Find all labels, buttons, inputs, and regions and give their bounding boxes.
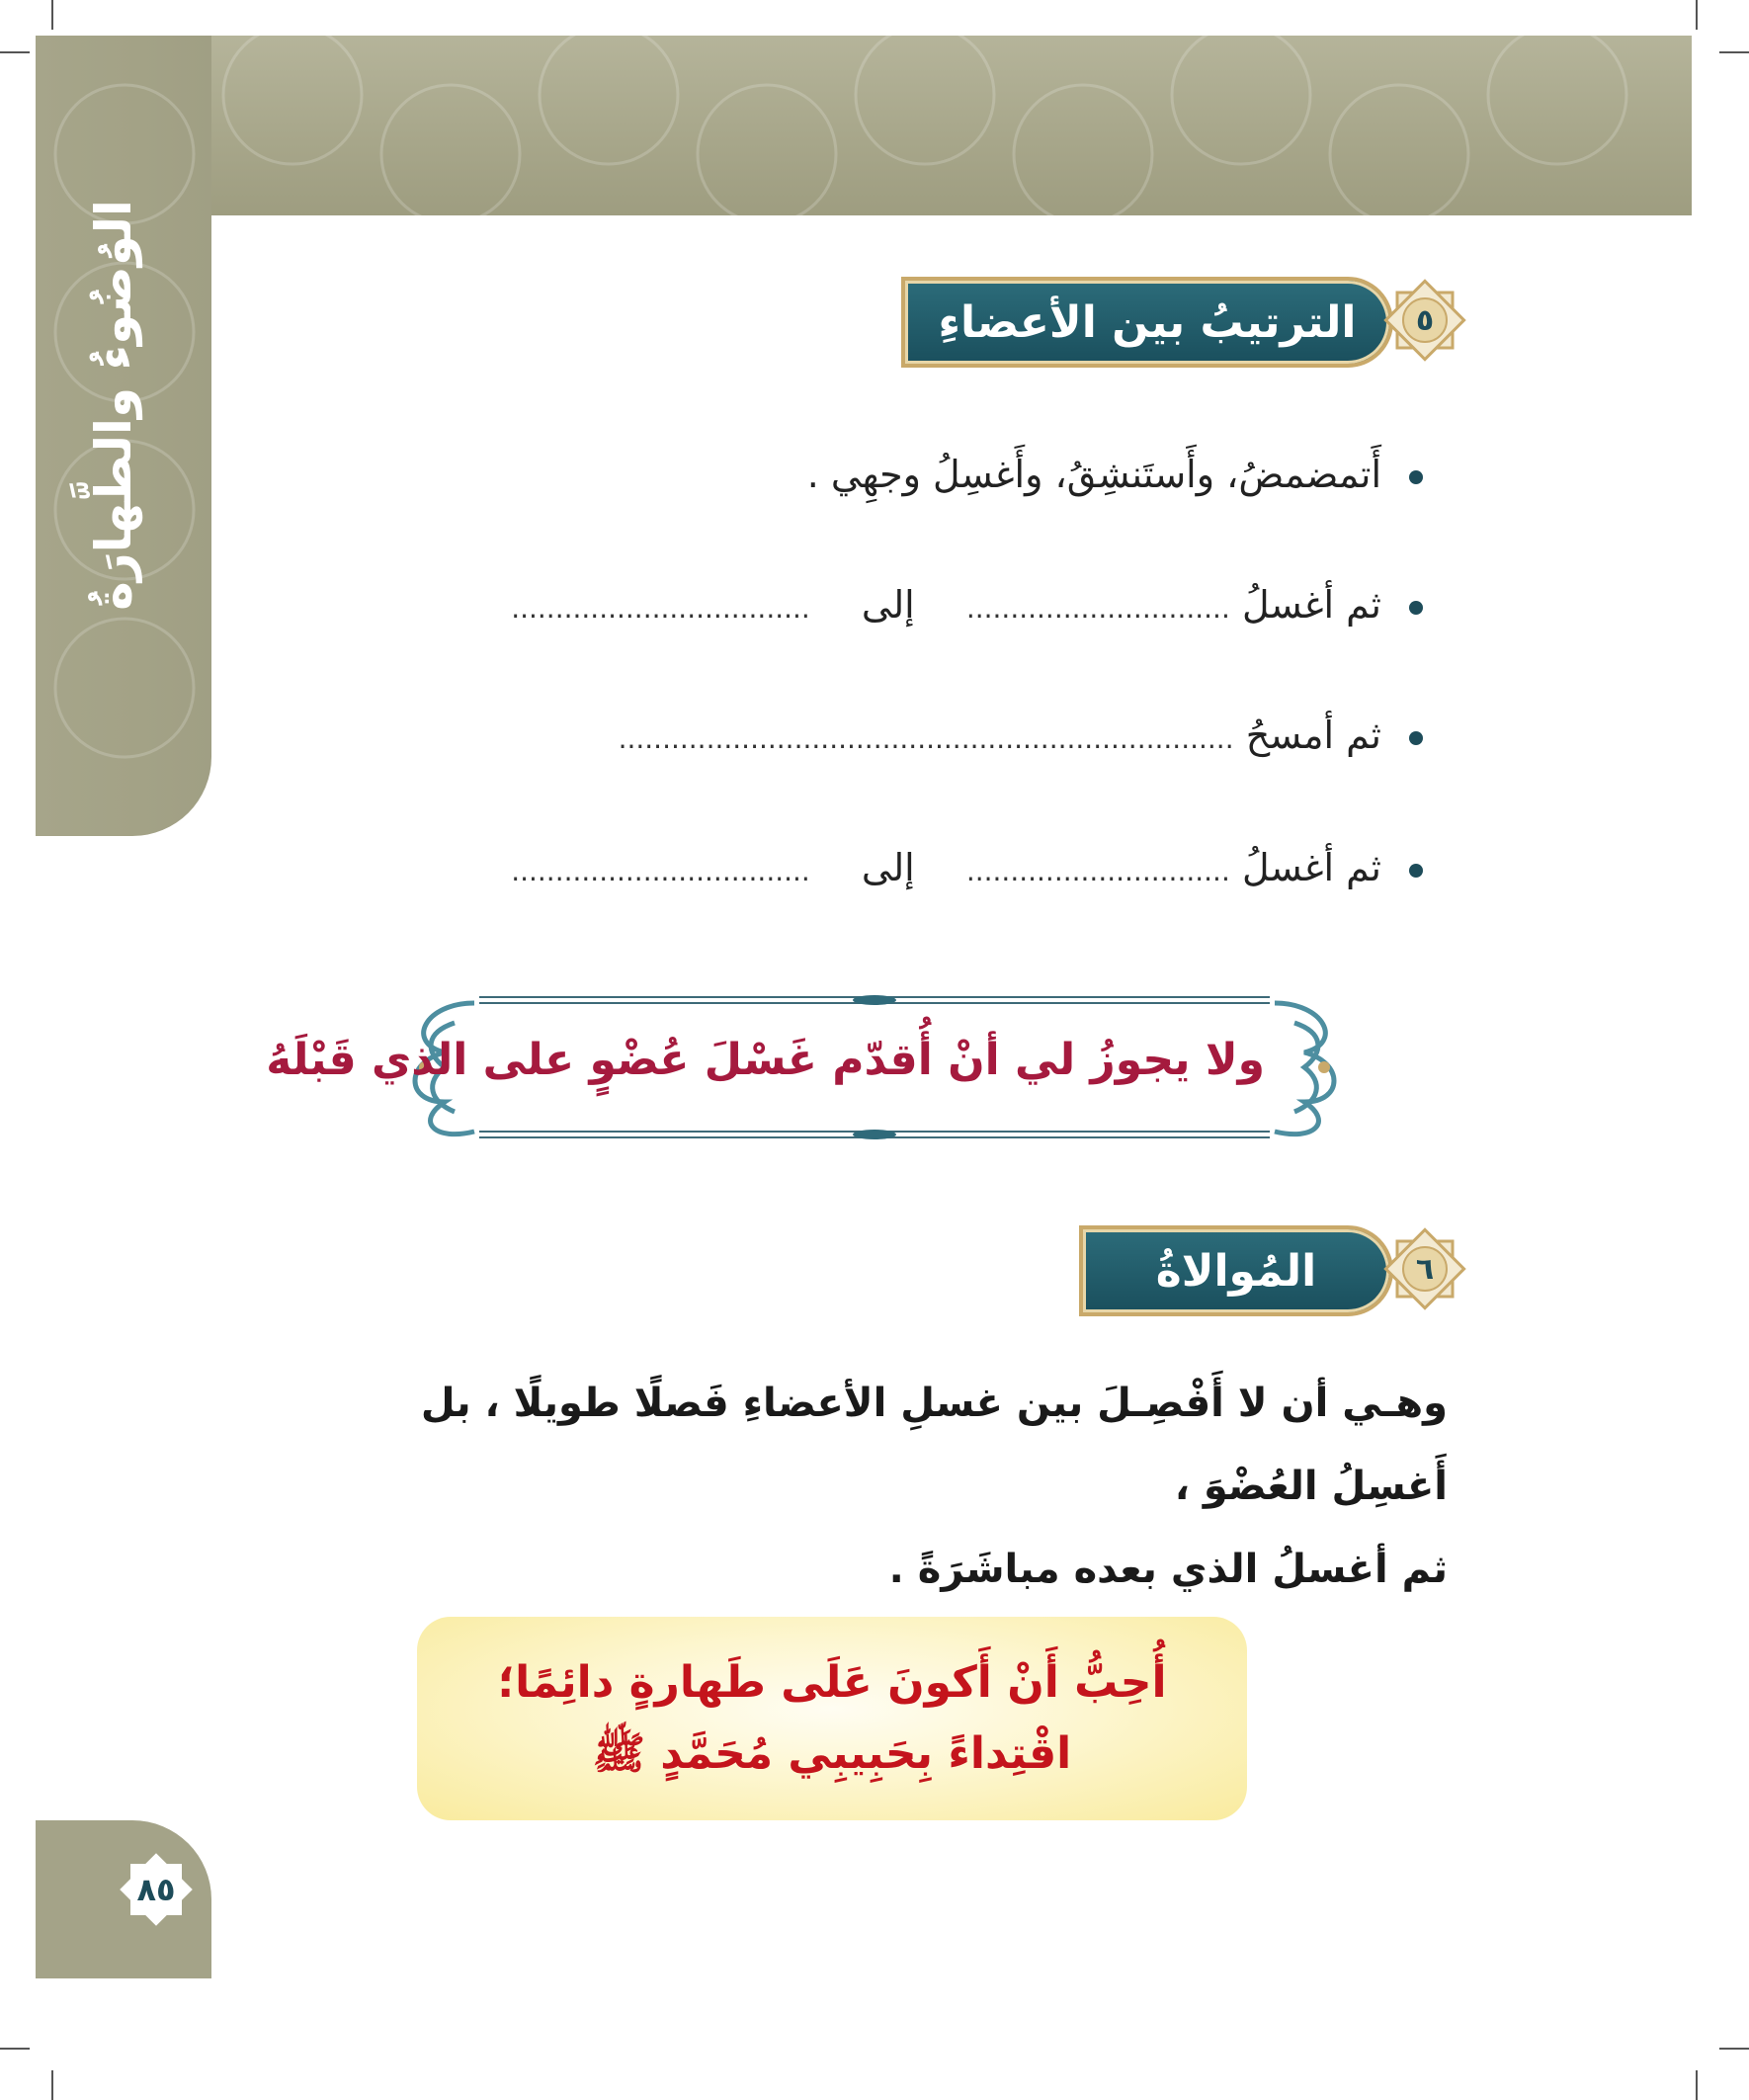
section-5-badge [1377, 273, 1472, 368]
fill-in-blank[interactable]: .............................. [965, 592, 1230, 625]
rule-callout [266, 983, 1364, 1151]
bullet-item [619, 714, 1423, 757]
paragraph-line: وهـي أن لا أَفْصِـلَ بين غسلِ الأعضاءِ فَصلًا طويلًا ، بل أَغسِلُ العُضْوَ ، [420, 1381, 1448, 1509]
bullet-dot [1409, 470, 1423, 484]
crop-mark [0, 2048, 30, 2050]
bullet-dot [1409, 864, 1423, 878]
header-band [36, 36, 1692, 215]
section-6-paragraph [301, 1362, 1448, 1611]
section-5-title-pill [901, 277, 1393, 368]
bullet-dot [1409, 601, 1423, 615]
bullet-item [511, 583, 1423, 627]
crop-mark [1719, 51, 1749, 53]
section-6-title-pill [1079, 1225, 1393, 1316]
bullet-dot [1409, 731, 1423, 745]
fill-in-blank[interactable]: .............................. [965, 855, 1230, 887]
bullet-prefix: ثم أمسحُ [1245, 714, 1381, 757]
bullet-mid: إلى [861, 583, 915, 627]
crop-mark [1696, 2070, 1698, 2100]
section-6-badge [1377, 1221, 1472, 1316]
section-6-header [1072, 1221, 1472, 1316]
bullet-text: أَتمضمضُ، وأَستَنشِقُ، وأَغسِلُ وجهِي . [806, 453, 1381, 496]
paragraph-line: ثم أغسلُ الذي بعده مباشَرَةً . [888, 1547, 1448, 1592]
section-6-title: المُوالاةُ [1155, 1245, 1317, 1297]
crop-mark [1719, 2048, 1749, 2050]
bullet-prefix: ثم أغسلُ [1241, 846, 1381, 889]
chapter-title [59, 198, 168, 613]
fill-in-blank[interactable]: .................................. [511, 855, 810, 887]
chapter-title-text: الوُضُوءُ والطَّهارَةُ [85, 200, 142, 611]
rule-text: ولا يجوزُ لي أنْ أُقدّم غَسْلَ عُضْوٍ على الذي قَبْلَهُ [266, 1035, 1265, 1085]
crop-mark [51, 2070, 53, 2100]
section-5-title: الترتيبُ بين الأعضاءِ [938, 296, 1357, 348]
bullet-mid: إلى [861, 846, 915, 889]
bullet-item [511, 846, 1423, 889]
section-6-number: ٦ [1415, 1251, 1435, 1287]
reminder-note [417, 1617, 1247, 1820]
crop-mark [51, 0, 53, 30]
crop-mark [1696, 0, 1698, 30]
bullet-item [807, 453, 1423, 496]
section-5-header [894, 273, 1472, 368]
crop-mark [0, 51, 30, 53]
note-line-2: اقْتِداءً بِحَبِيبِي مُحَمَّدٍ ﷺ [592, 1728, 1072, 1779]
page-number-badge [117, 1850, 196, 1929]
section-5-number: ٥ [1415, 302, 1435, 338]
fill-in-blank[interactable]: .................................. [511, 592, 810, 625]
bullet-prefix: ثم أغسلُ [1241, 583, 1381, 627]
fill-in-blank[interactable]: ...................................................................... [618, 722, 1234, 755]
note-line-1: أُحِبُّ أَنْ أَكونَ عَلَى طَهارةٍ دائِمًا؛ [497, 1657, 1167, 1708]
page-number: ٨٥ [136, 1871, 176, 1908]
header-pattern [36, 36, 1692, 215]
